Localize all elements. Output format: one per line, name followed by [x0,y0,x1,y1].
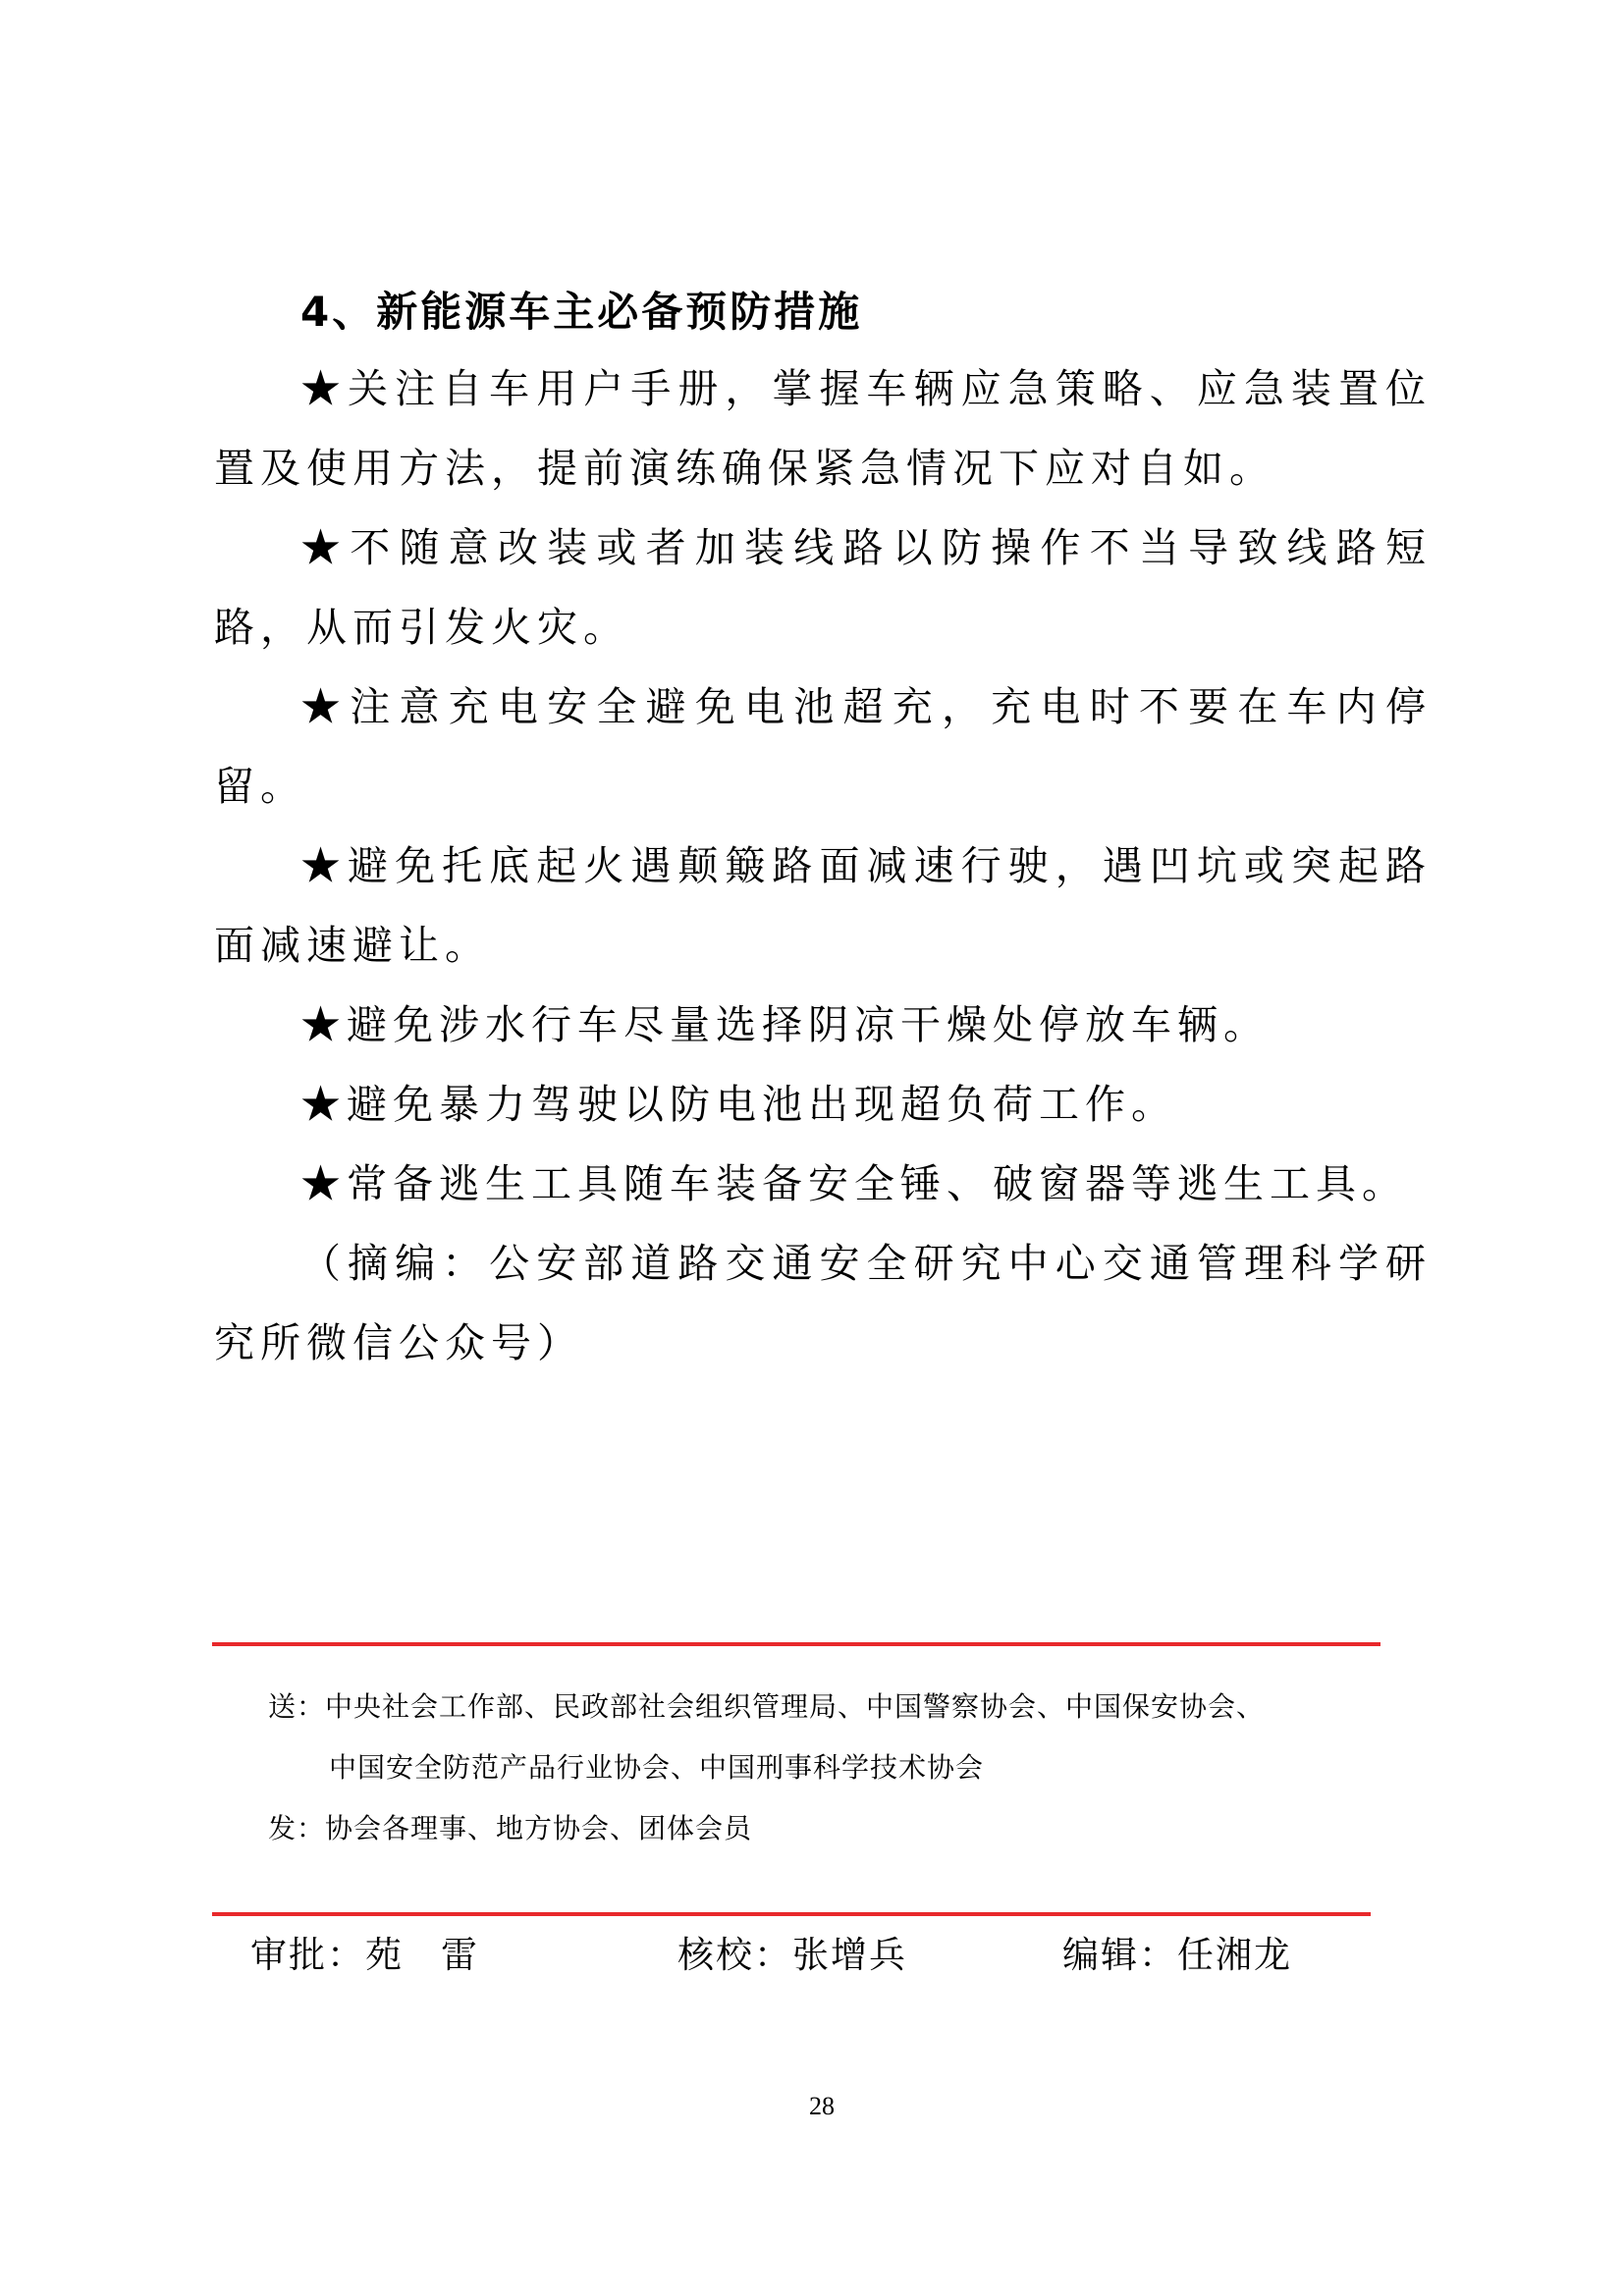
red-divider-top [212,1642,1380,1646]
approver-name-second: 雷 [441,1934,479,1976]
red-divider-bottom [212,1912,1371,1916]
issue-line [268,1798,1265,1859]
paragraph-avoid-wading: ★避免涉水行车尽量选择阴凉干燥处停放车辆。 [300,1001,1270,1048]
editor-label: 编辑： [1062,1934,1177,1976]
approver-name-first: 苑 [365,1934,404,1976]
approver-label: 审批： [250,1934,365,1976]
distribution-list [268,1677,1265,1859]
paragraph-charging-safety: ★注意充电安全避免电池超充，充电时不要在车内停留。 [214,683,1432,810]
issue-label: 发： [268,1812,326,1844]
send-recipients-2: 中国安全防范产品行业协会、中国刑事科学技术协会 [329,1751,985,1784]
signoff-proofreader [677,1926,907,1985]
send-recipients-1: 中央社会工作部、民政部社会组织管理局、中国警察协会、中国保安协会、 [325,1690,1266,1723]
issue-recipients: 协会各理事、地方协会、团体会员 [325,1812,753,1844]
proofreader-name: 张增兵 [792,1934,907,1976]
signoff-editor [1062,1926,1292,1985]
send-line-continued [268,1737,1265,1798]
proofreader-label: 核校： [677,1934,792,1976]
body-text [214,349,1432,1383]
paragraph-escape-tools: ★常备逃生工具随车装备安全锤、破窗器等逃生工具。 [300,1160,1408,1207]
paragraph-no-modification: ★不随意改装或者加装线路以防操作不当导致线路短路，从而引发火灾。 [214,524,1432,651]
paragraph-avoid-aggressive-driving: ★避免暴力驾驶以防电池出现超负荷工作。 [300,1081,1177,1128]
page-number: 28 [809,2092,835,2120]
signoff-approver [250,1926,479,1985]
editor-name: 任湘龙 [1177,1934,1292,1976]
paragraph-user-manual: ★关注自车用户手册，掌握车辆应急策略、应急装置位置及使用方法，提前演练确保紧急情况下应对自如。 [214,365,1432,492]
paragraph-avoid-bottoming: ★避免托底起火遇颠簸路面减速行驶，遇凹坑或突起路面减速避让。 [214,842,1432,969]
send-line [268,1677,1265,1737]
paragraph-source-note: （摘编：公安部道路交通安全研究中心交通管理科学研究所微信公众号） [214,1240,1432,1366]
section-heading: 4、新能源车主必备预防措施 [300,288,863,336]
send-label: 送： [268,1690,326,1723]
